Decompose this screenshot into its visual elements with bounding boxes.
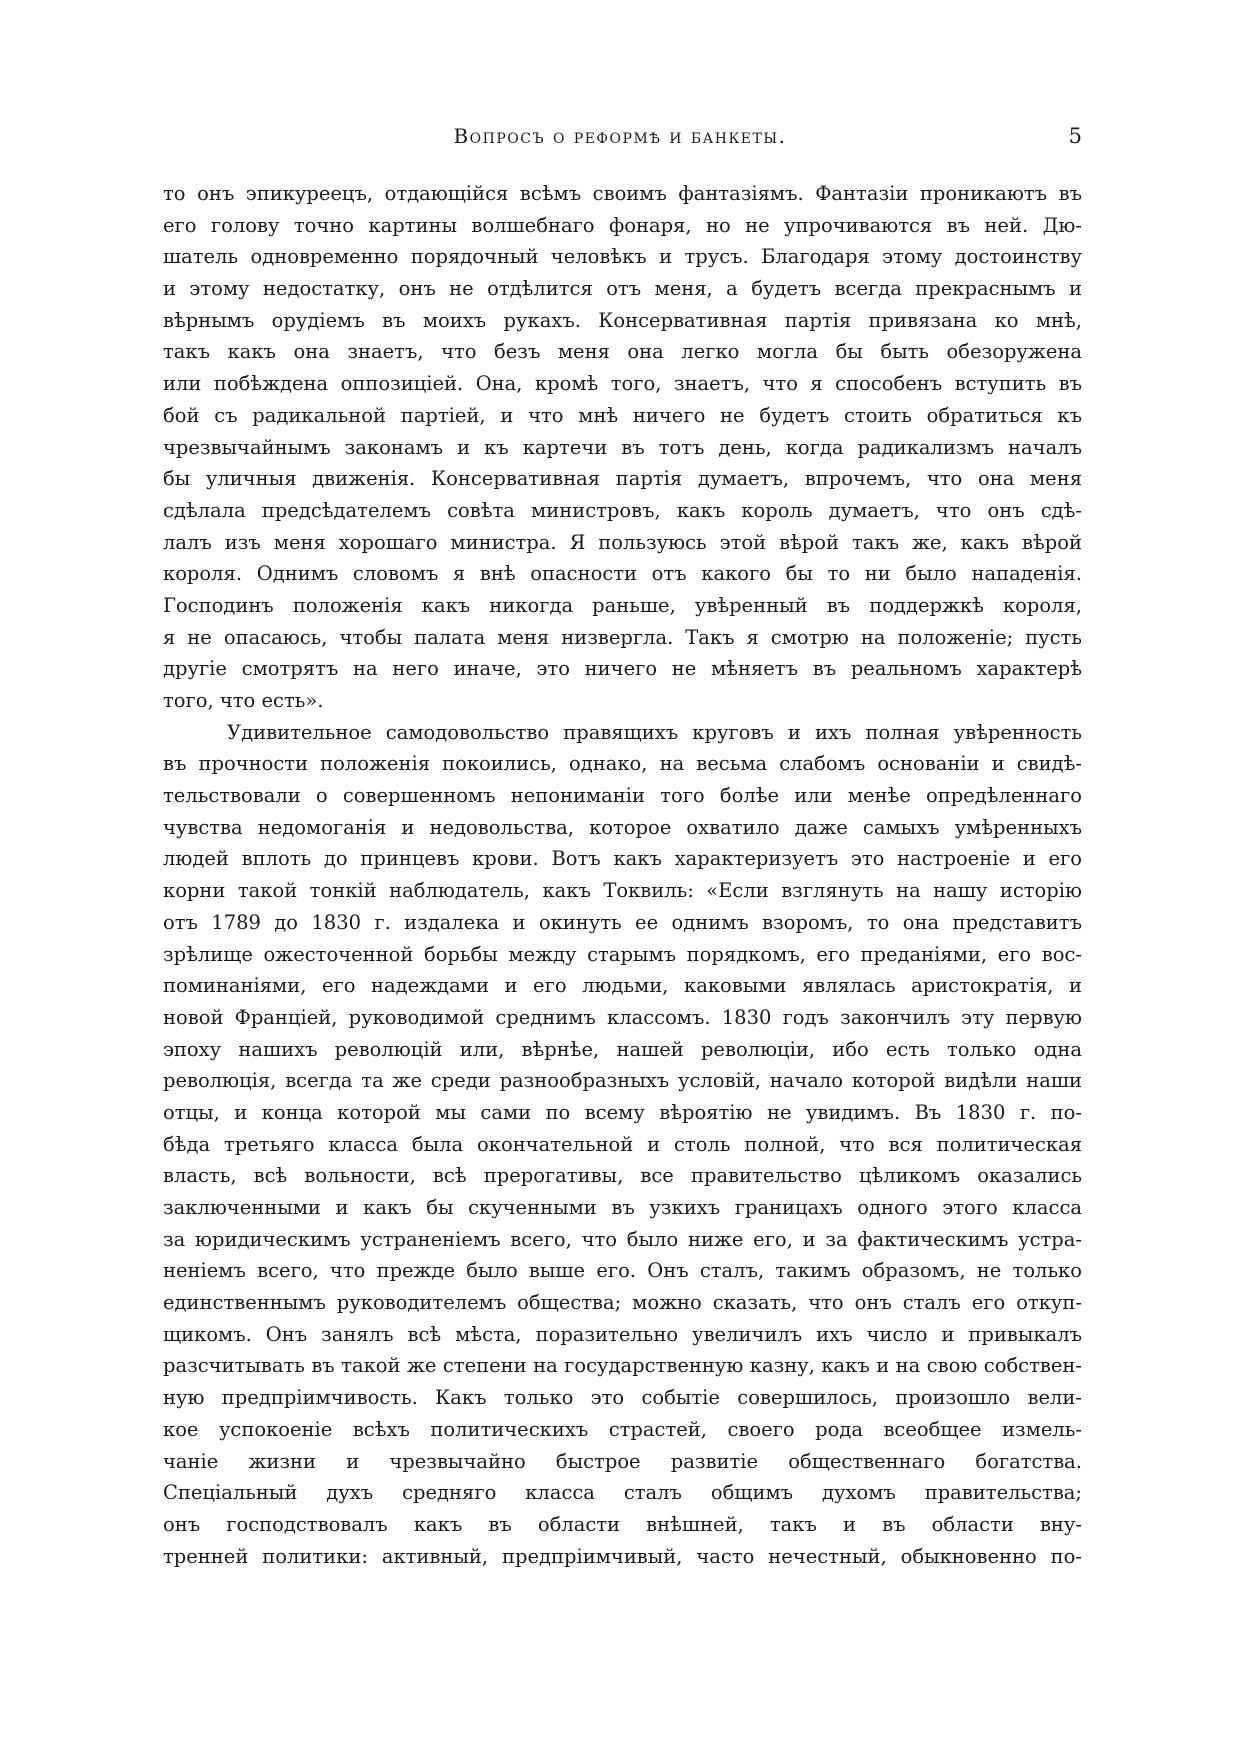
paragraph-first-line: Удивительное самодовольство правящихъ круговъ и ихъ полная увѣренность [227, 720, 1082, 744]
text-line: отцы, и конца которой мы сами по всему вѣроятію не увидимъ. Въ 1830 г. по- [163, 1100, 1082, 1124]
text-line: вѣрнымъ орудіемъ въ моихъ рукахъ. Консервативная партія привязана ко мнѣ, [163, 308, 1082, 332]
text-line: поминаніями, его надеждами и его людьми, каковыми являлась аристократія, и [163, 974, 1082, 998]
text-line: бы уличныя движенія. Консервативная партія думаетъ, впрочемъ, что она меня [163, 467, 1082, 491]
text-line: Господинъ положенія какъ никогда раньше, увѣренный въ поддержкѣ короля, [163, 593, 1082, 617]
text-line: и этому недостатку, онъ не отдѣлится отъ меня, а будетъ всегда прекраснымъ и [163, 277, 1082, 301]
text-line: шатель одновременно порядочный человѣкъ и трусъ. Благодаря этому достоинству [163, 245, 1082, 269]
text-line: лалъ изъ меня хорошаго министра. Я пользуюсь этой вѣрой такъ же, какъ вѣрой [163, 530, 1082, 554]
text-line: щикомъ. Онъ занялъ всѣ мѣста, поразительно увеличилъ ихъ число и привыкалъ [163, 1322, 1082, 1346]
text-line: людей вплоть до принцевъ крови. Вотъ какъ характеризуетъ это настроеніе и его [163, 847, 1082, 871]
text-line: отъ 1789 до 1830 г. издалека и окинуть ее однимъ взоромъ, то она представитъ [163, 910, 1082, 934]
text-line: единственнымъ руководителемъ общества; можно сказать, что онъ сталъ его откуп- [163, 1291, 1082, 1315]
text-line: тренней политики: активный, предпріимчивый, часто нечестный, обыкновенно по- [163, 1544, 1082, 1568]
text-line: его голову точно картины волшебнаго фонаря, но не упрочиваются въ ней. Дю- [163, 213, 1082, 237]
text-line: сдѣлала предсѣдателемъ совѣта министровъ, какъ король думаетъ, что онъ сдѣ- [163, 498, 1082, 522]
text-line: разсчитывать въ такой же степени на государственную казну, какъ и на свою собствен- [163, 1354, 1082, 1378]
paragraph-end-line: того, что есть». [163, 689, 324, 712]
page-number: 5 [1068, 124, 1082, 148]
text-line: власть, всѣ вольности, всѣ прерогативы, все правительство цѣликомъ оказались [163, 1164, 1082, 1188]
text-line: Спеціальный духъ средняго класса сталъ общимъ духомъ правительства; [163, 1481, 1082, 1505]
text-line: кое успокоеніе всѣхъ политическихъ страстей, своего рода всеобщее измель- [163, 1417, 1082, 1441]
text-line: бой съ радикальной партіей, и что мнѣ ничего не будетъ стоить обратиться къ [163, 403, 1082, 427]
body-text [163, 178, 1082, 1572]
text-line: неніемъ всего, что прежде было выше его. Онъ сталъ, такимъ образомъ, не только [163, 1259, 1082, 1283]
text-line: тельствовали о совершенномъ непониманіи того болѣе или менѣе опредѣленнаго [163, 784, 1082, 808]
text-line: революція, всегда та же среди разнообразныхъ условій, начало которой видѣли наши [163, 1069, 1082, 1093]
text-line: бѣда третьяго класса была окончательной и столь полной, что вся политическая [163, 1132, 1082, 1156]
running-title: Вопросъ о реформѣ и банкеты. [453, 124, 787, 148]
text-line: короля. Однимъ словомъ я внѣ опасности отъ какого бы то ни было нападенія. [163, 562, 1082, 586]
text-line: новой Франціей, руководимой среднимъ классомъ. 1830 годъ закончилъ эту первую [163, 1005, 1082, 1029]
text-line: чаніе жизни и чрезвычайно быстрое развитіе общественнаго богатства. [163, 1449, 1082, 1473]
text-line: зрѣлище ожесточенной борьбы между старымъ порядкомъ, его преданіями, его вос- [163, 942, 1082, 966]
text-line: онъ господствовалъ какъ въ области внѣшней, такъ и въ области вну- [163, 1512, 1082, 1536]
text-line: ную предпріимчивость. Какъ только это событіе совершилось, произошло вели- [163, 1386, 1082, 1410]
text-line: въ прочности положенія покоились, однако, на весьма слабомъ основаніи и свидѣ- [163, 752, 1082, 776]
text-line: эпоху нашихъ революцій или, вѣрнѣе, нашей революціи, ибо есть только одна [163, 1037, 1082, 1061]
text-line: другіе смотрятъ на него иначе, это ничего не мѣняетъ въ реальномъ характерѣ [163, 657, 1082, 681]
text-line: чрезвычайнымъ законамъ и къ картечи въ тотъ день, когда радикализмъ началъ [163, 435, 1082, 459]
running-head [150, 124, 1090, 158]
text-line: заключенными и какъ бы скученными въ узкихъ границахъ одного этого класса [163, 1196, 1082, 1219]
text-line: корни такой тонкій наблюдатель, какъ Токвиль: «Если взглянуть на нашу исторію [163, 879, 1082, 903]
text-line: чувства недомоганія и недовольства, которое охватило даже самыхъ умѣренныхъ [163, 815, 1082, 839]
text-line: я не опасаюсь, чтобы палата меня низвергла. Такъ я смотрю на положеніе; пусть [163, 625, 1082, 649]
text-line: за юридическимъ устраненіемъ всего, что было ниже его, и за фактическимъ устра- [163, 1227, 1082, 1251]
text-line: то онъ эпикуреецъ, отдающійся всѣмъ своимъ фантазіямъ. Фантазіи проникаютъ въ [163, 182, 1082, 205]
text-line: такъ какъ она знаетъ, что безъ меня она легко могла бы быть обезоружена [163, 340, 1082, 364]
text-line: или побѣждена оппозиціей. Она, кромѣ того, знаетъ, что я способенъ вступить въ [163, 372, 1082, 396]
